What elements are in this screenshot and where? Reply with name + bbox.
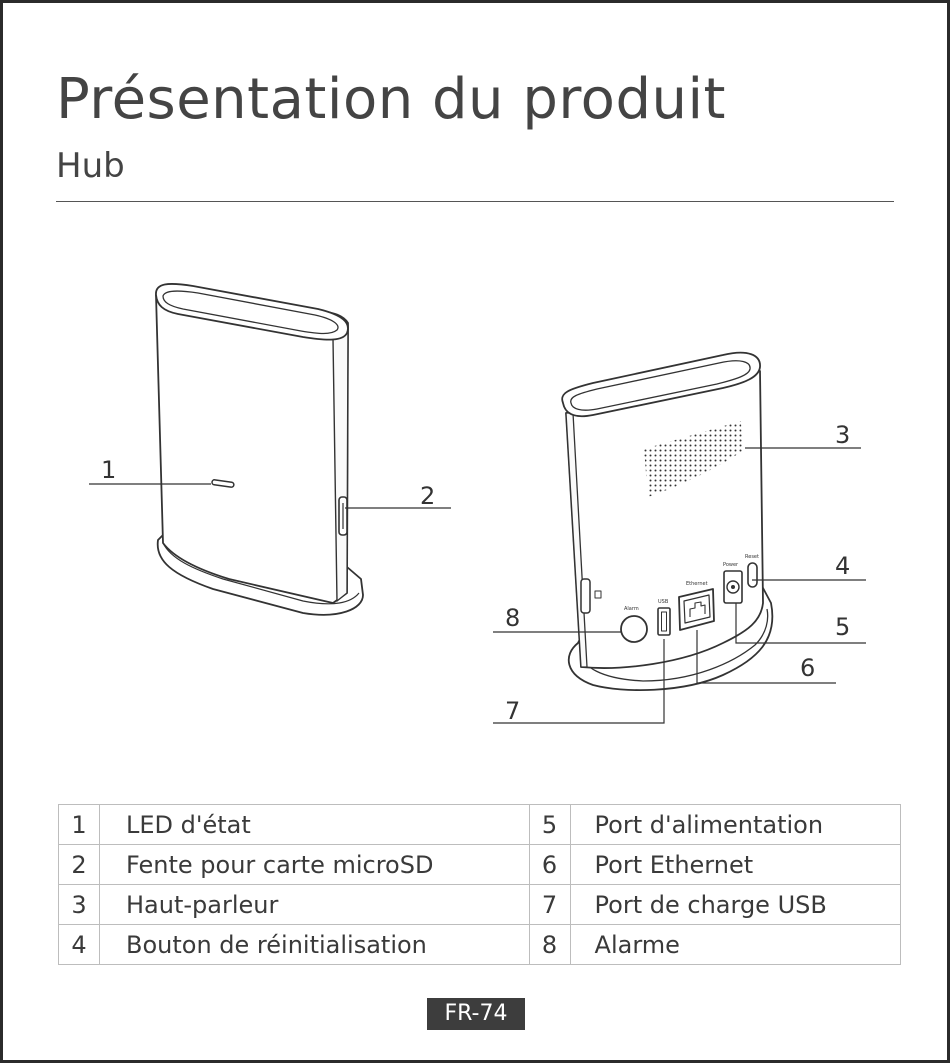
hub-front-view bbox=[156, 284, 363, 615]
part-number: 8 bbox=[529, 925, 570, 965]
hub-rear-view bbox=[562, 353, 772, 690]
table-row bbox=[59, 925, 901, 965]
callout-7: 7 bbox=[505, 697, 521, 725]
callout-4: 4 bbox=[835, 552, 851, 580]
part-number: 4 bbox=[59, 925, 100, 965]
part-number: 3 bbox=[59, 885, 100, 925]
callout-6: 6 bbox=[800, 654, 816, 682]
page-subtitle: Hub bbox=[56, 146, 125, 186]
part-label: Port Ethernet bbox=[570, 845, 900, 885]
part-number: 7 bbox=[529, 885, 570, 925]
part-number: 6 bbox=[529, 845, 570, 885]
part-label: Bouton de réinitialisation bbox=[100, 925, 530, 965]
callout-3: 3 bbox=[835, 421, 851, 449]
table-row bbox=[59, 845, 901, 885]
label-reset: Reset bbox=[745, 554, 759, 560]
part-label: Port de charge USB bbox=[570, 885, 900, 925]
part-label: Haut-parleur bbox=[100, 885, 530, 925]
page-title: Présentation du produit bbox=[56, 67, 726, 132]
label-alarm: Alarm bbox=[624, 606, 639, 612]
hub-front-body bbox=[156, 295, 348, 603]
callout-2: 2 bbox=[420, 482, 436, 510]
label-usb: USB bbox=[658, 599, 669, 605]
page-number-badge: FR-74 bbox=[427, 998, 525, 1030]
table-row bbox=[59, 885, 901, 925]
callout-5: 5 bbox=[835, 613, 851, 641]
part-label: Port d'alimentation bbox=[570, 805, 900, 845]
part-label: Alarme bbox=[570, 925, 900, 965]
table-row bbox=[59, 805, 901, 845]
part-label: Fente pour carte microSD bbox=[100, 845, 530, 885]
part-number: 5 bbox=[529, 805, 570, 845]
part-label: LED d'état bbox=[100, 805, 530, 845]
callout-1: 1 bbox=[101, 456, 117, 484]
label-power: Power bbox=[723, 562, 739, 568]
label-ethernet: Ethernet bbox=[686, 581, 708, 587]
callout-8: 8 bbox=[505, 604, 521, 632]
part-number: 1 bbox=[59, 805, 100, 845]
alarm-button bbox=[621, 616, 647, 642]
reset-button bbox=[748, 563, 757, 587]
part-number: 2 bbox=[59, 845, 100, 885]
parts-table bbox=[58, 804, 901, 965]
